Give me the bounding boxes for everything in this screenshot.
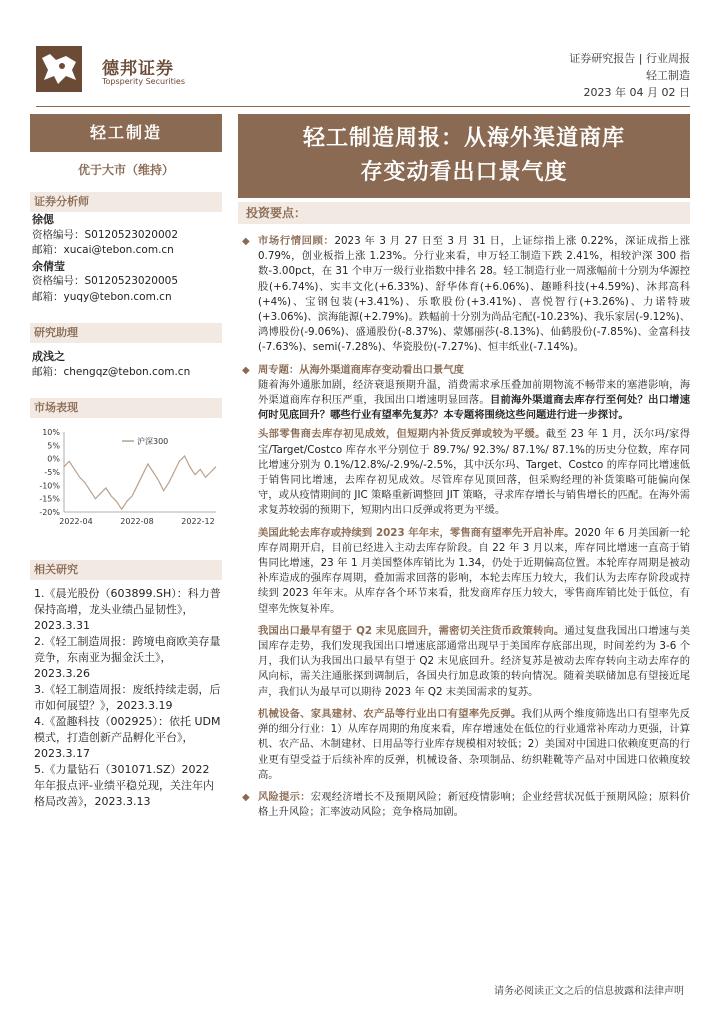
legend-label: 沪深300 <box>137 437 169 446</box>
report-sector: 轻工制造 <box>646 69 690 82</box>
bullet-icon: ◆ <box>242 791 250 803</box>
assistant-name: 成浅之 <box>32 350 65 363</box>
risk-warning <box>238 790 690 820</box>
series-line <box>64 456 216 509</box>
report-title <box>238 114 690 198</box>
analyst-name: 徐偲 <box>32 213 54 226</box>
topic-para-4 <box>238 707 690 783</box>
x-tick-label: 2022-12 <box>181 517 215 526</box>
related-header: 相关研究 <box>30 560 222 580</box>
market-review <box>238 234 690 356</box>
title-line-1: 轻工制造周报：从海外渠道商库 <box>302 126 625 151</box>
weekly-topic-questions: 目前海外渠道商去库存行至何处？出口增速何时见底回升？哪些行业有望率先复苏？本专题将围绕这些问题进行进一步探讨。 <box>258 394 691 422</box>
analyst-cert: 资格编号：S0120523020005 <box>32 275 179 287</box>
report-body <box>238 234 690 827</box>
market-review-text: 2023 年 3 月 27 日至 3 月 31 日，上证综指上涨 0.22%，深证成指上涨 0.79%，创业板指上涨 1.23%。分行业来看，申万轻工制造下跌 2.41%，相较沪深 300 指数-3.00pct，在 31 个申万一级行业指数中排名 28。轻工制造行业一周涨幅前十分别为华源控股(+6.74%)、实丰文化(+6.33%)、舒华体育(+6.06%)、趣睡科技(+4.59%)、沐邦高科(+4%)、宝钢包装(+3.41%)、乐歌股份(+3.41%)、喜悦智行(+3.26%)、力诺特玻(+3.06%)、滨海能源(+2.79%)。跌幅前十分别为尚品宅配(-10.23%)、我乐家居(-9.12%)、鸿博股份(-9.06%)、盛通股份(-8.37%)、蒙娜丽莎(-8.13%)、仙鹤股份(-7.85%)、金富科技(-7.63%)、semi(-7.28%)、华瓷股份(-7.27%)、恒丰纸业(-7.14%)。 <box>258 235 691 354</box>
para-text: 截至 23 年 1 月，沃尔玛/家得宝/Target/Costco 库存水平分别位于 89.7%/ 92.3%/ 87.1%/ 87.1%的历史分位数，库存同比增速分别为 0.1%/12.8%/-2.9%/-2.5%，其中沃尔玛、Target、Costco 的库存同比增速低于销售同比增速，去库存初见成效。尽管库存见顶回落，但采购经理的补货策略可能偏向保守，或从疫情期间的 JIC 策略重新调整回 JIT 策略，寻求库存增长与销售增长的匹配。在海外需求复苏较弱的预期下，短期内出口反弹或将更为平缓。 <box>258 428 691 517</box>
brand-name-cn: 德邦证券 <box>102 59 174 79</box>
y-tick-label: -5% <box>44 468 60 477</box>
y-tick-label: 5% <box>47 441 60 451</box>
para-lead: 机械设备、家具建材、农产品等行业出口有望率先反弹。 <box>258 707 522 720</box>
assistant-header: 研究助理 <box>30 323 222 343</box>
assistant <box>30 349 222 380</box>
para-lead: 我国出口最早有望于 Q2 末见底回升，需密切关注货币政策转向。 <box>258 624 565 637</box>
y-tick-label: 10% <box>42 428 60 437</box>
analyst-name: 余倩莹 <box>32 259 65 273</box>
para-text: 我们从两个维度筛选出口有望率先反弹的细分行业：1）从库存周期的角度来看，库存增速处在低位的行业通常补库动力更强，计算机、农产品、木制建材、日用品等行业库存规模相对较低；2）美国对中国进口依赖度更高的行业更有望受益于后续补库的反弹，机械设备、杂项制品、纺织鞋靴等产品对中国进口依赖度较高。 <box>258 707 691 781</box>
risk-text: 宏观经济增长不及预期风险；新冠疫情影响；企业经营状况低于预期风险；原料价格上升风险；汇率波动风险；竞争格局加剧。 <box>258 790 691 819</box>
analysts-header: 证券分析师 <box>30 192 222 212</box>
related-item[interactable]: 2.《轻工制造周报：跨境电商欧美存量竞争，东南亚为掘金沃土》，2023.3.26 <box>34 635 221 680</box>
y-tick-label: 0% <box>47 454 60 464</box>
left-sidebar <box>30 114 222 810</box>
topic-para-1 <box>238 427 690 518</box>
sector-box: 轻工制造 <box>30 114 222 152</box>
rating: 优于大市（维持） <box>77 163 174 177</box>
analyst-2 <box>30 259 222 306</box>
analyst-cert: 资格编号：S0120523020002 <box>32 228 179 241</box>
x-tick-label: 2022-08 <box>120 517 154 526</box>
x-tick-label: 2022-04 <box>59 517 93 526</box>
para-lead: 美国此轮去库存或持续到 2023 年年末，零售商有望率先开启补库。 <box>258 526 575 539</box>
market-chart-svg <box>30 424 222 534</box>
analyst-email[interactable]: 邮箱：xucai@tebon.com.cn <box>32 244 174 256</box>
y-tick-label: -15% <box>39 494 60 504</box>
analyst-1 <box>30 212 222 259</box>
report-header <box>569 50 690 101</box>
y-tick-label: -20% <box>39 508 60 517</box>
related-list <box>30 586 222 810</box>
weekly-topic-intro: 随着海外通胀加剧，经济衰退预期升温，消费需求承压叠加前期物流不畅带来的塞港影响，海外渠道商库存积压严重，我国出口增速明显回落。 <box>258 378 690 407</box>
related-item[interactable]: 3.《轻工制造周报：废纸持续走弱，后市如何展望？》，2023.3.19 <box>34 683 221 712</box>
report-date: 2023 年 04 月 02 日 <box>583 86 690 99</box>
assistant-email[interactable]: 邮箱：chengqz@tebon.com.cn <box>32 365 191 378</box>
analyst-email[interactable]: 邮箱：yuqy@tebon.com.cn <box>32 290 172 303</box>
weekly-topic <box>238 363 690 424</box>
market-header: 市场表现 <box>30 398 222 418</box>
para-lead: 头部零售商去库存初见成效，但短期内补货反弹或较为平缓。 <box>258 428 546 441</box>
bullet-icon: ◆ <box>242 236 250 247</box>
related-item[interactable]: 5.《力量钻石（301071.SZ）2022 年年报点评-业绩平稳兑现，关注年内格局改善》，2023.3.13 <box>34 763 214 808</box>
y-tick-label: -10% <box>39 481 60 491</box>
header-divider <box>36 106 690 107</box>
para-text: 通过复盘我国出口增速与美国库存走势，我们发现我国出口增速底部通常出现早于美国库存底部出现，时间差约为 3-6 个月，我们认为我国出口最早有望于 Q2 末见底回升。经济复苏是被动去库存转向主动去库存的风向标，需关注通胀探到调制后，各国央行加息政策的转向情况。随着美联储加息有望接近尾声，我们认为最早可以期待 2023 年 Q2 末美国需求的复苏。 <box>258 624 690 698</box>
para-text: 2020 年 6 月美国新一轮库存周期开启，目前已经进入主动去库存阶段。自 22 年 3 月以来，库存同比增速一直高于销售同比增速，23 年 1 月美国整体库销比为 1.34，仍处于近期偏高位置。本轮库存周期是被动补库造成的强库存周期，叠加需求回落的影响，本轮去库压力较大，我们认为去库存阶段或持续到 2023 年年末。从库存各个环节来看，批发商库存压力较大，零售商库销比处于低位，有望率先恢复补库。 <box>258 526 690 615</box>
weekly-topic-label: 周专题：从海外渠道商库存变动看出口景气度 <box>258 363 464 376</box>
brand-logo <box>36 46 196 92</box>
title-line-2: 存变动看出口景气度 <box>360 160 568 185</box>
topic-para-2 <box>238 526 690 617</box>
topic-para-3 <box>238 624 690 700</box>
key-points-header: 投资要点： <box>238 202 690 224</box>
footer-disclaimer[interactable]: 请务必阅读正文之后的信息披露和法律声明 <box>494 986 684 997</box>
bull-logo-icon <box>36 46 82 92</box>
bullet-icon: ◆ <box>242 364 250 376</box>
risk-label: 风险提示： <box>258 790 311 803</box>
market-chart <box>30 424 222 534</box>
related-item[interactable]: 1.《晨光股份（603899.SH）：科力普保持高增，龙头业绩凸显韧性》，2023.3.31 <box>34 587 221 632</box>
brand-name-en: Topsperity Securities <box>102 77 186 86</box>
report-type: 证券研究报告 | 行业周报 <box>569 52 690 65</box>
market-review-label: 市场行情回顾： <box>258 235 335 247</box>
related-item[interactable]: 4.《盈趣科技（002925）：依托 UDM 模式，打造创新产品孵化平台》，2023.3.17 <box>34 715 221 760</box>
